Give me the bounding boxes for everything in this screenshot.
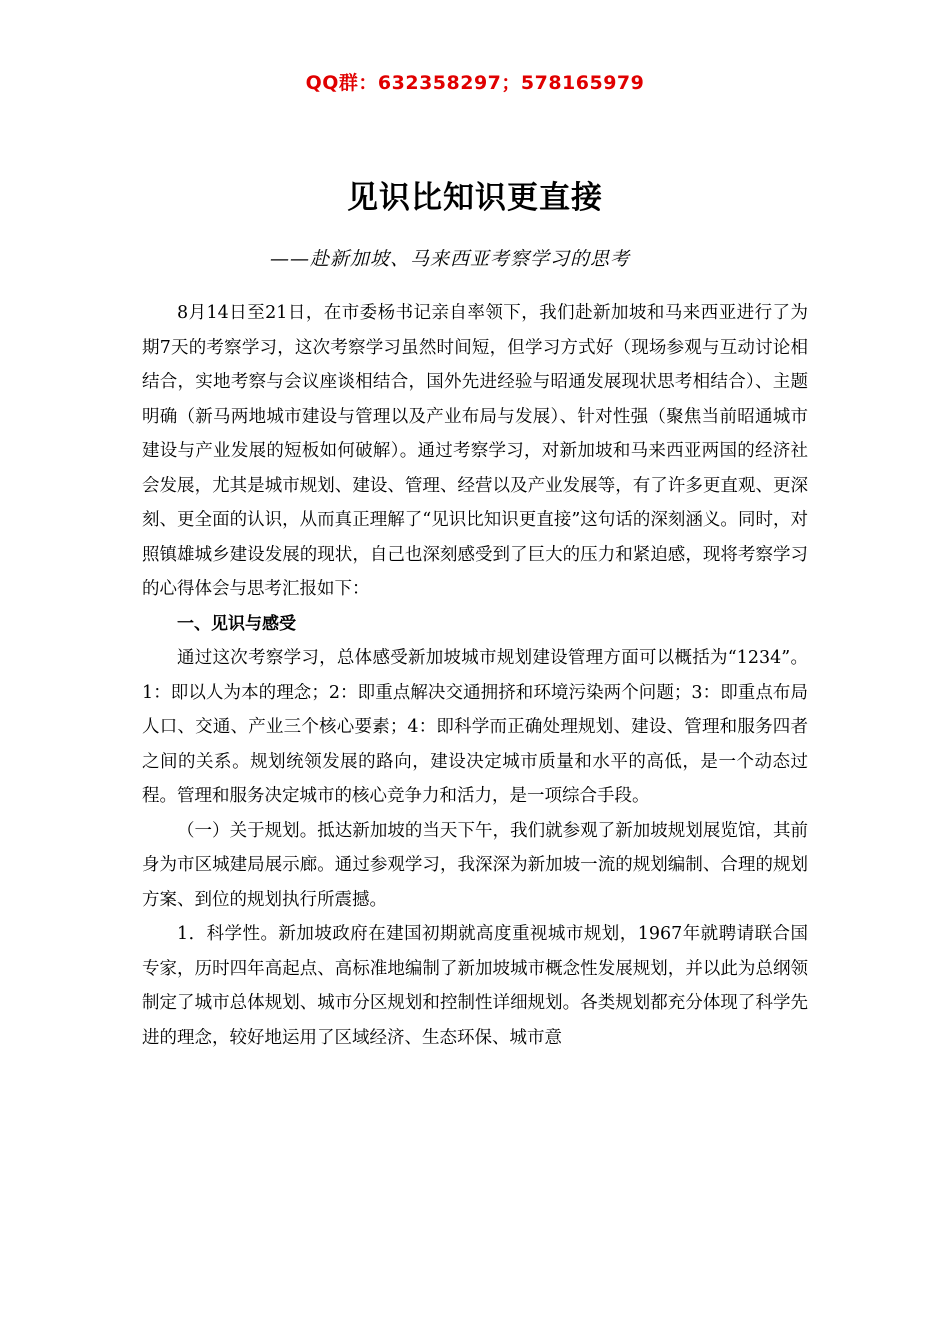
qq-group-header: QQ群：632358297；578165979	[305, 72, 645, 94]
paragraph-planning: （一）关于规划。抵达新加坡的当天下午，我们就参观了新加坡规划展览馆，其前身为市区城建局展示廊。通过参观学习，我深深为新加坡一流的规划编制、合理的规划方案、到位的规划执行所震撼。	[142, 820, 808, 910]
section-heading: 一、见识与感受	[177, 613, 296, 634]
paragraph-summary: 通过这次考察学习，总体感受新加坡城市规划建设管理方面可以概括为“1234”。1：即以人为本的理念；2：即重点解决交通拥挤和环境污染两个问题；3：即重点布局人口、交通、产业三个核心要素；4：即科学而正确处理规划、建设、管理和服务四者之间的关系。规划统领发展的路向，建设决定城市质量和水平的高低，是一个动态过程。管理和服务决定城市的核心竞争力和活力，是一项综合手段。	[142, 648, 808, 806]
document-body	[142, 296, 808, 1055]
paragraph-scientific: 1．科学性。新加坡政府在建国初期就高度重视城市规划，1967年就聘请联合国专家，历时四年高起点、高标准地编制了新加坡城市概念性发展规划，并以此为总纲领制定了城市总体规划、城市分区规划和控制性详细规划。各类规划都充分体现了科学先进的理念，较好地运用了区域经济、生态环保、城市意	[142, 924, 808, 1048]
document-subtitle: ——赴新加坡、马来西亚考察学习的思考	[270, 248, 631, 270]
paragraph-intro: 8月14日至21日，在市委杨书记亲自率领下，我们赴新加坡和马来西亚进行了为期7天的考察学习，这次考察学习虽然时间短，但学习方式好（现场参观与互动讨论相结合，实地考察与会议座谈相结合，国外先进经验与昭通发展现状思考相结合）、主题明确（新马两地城市建设与管理以及产业布局与发展）、针对性强（聚焦当前昭通城市建设与产业发展的短板如何破解）。通过考察学习，对新加坡和马来西亚两国的经济社会发展，尤其是城市规划、建设、管理、经营以及产业发展等，有了许多更直观、更深刻、更全面的认识，从而真正理解了“见识比知识更直接”这句话的深刻涵义。同时，对照镇雄城乡建设发展的现状，自己也深刻感受到了巨大的压力和紧迫感，现将考察学习的心得体会与思考汇报如下：	[142, 303, 808, 599]
document-title: 见识比知识更直接	[347, 180, 603, 216]
